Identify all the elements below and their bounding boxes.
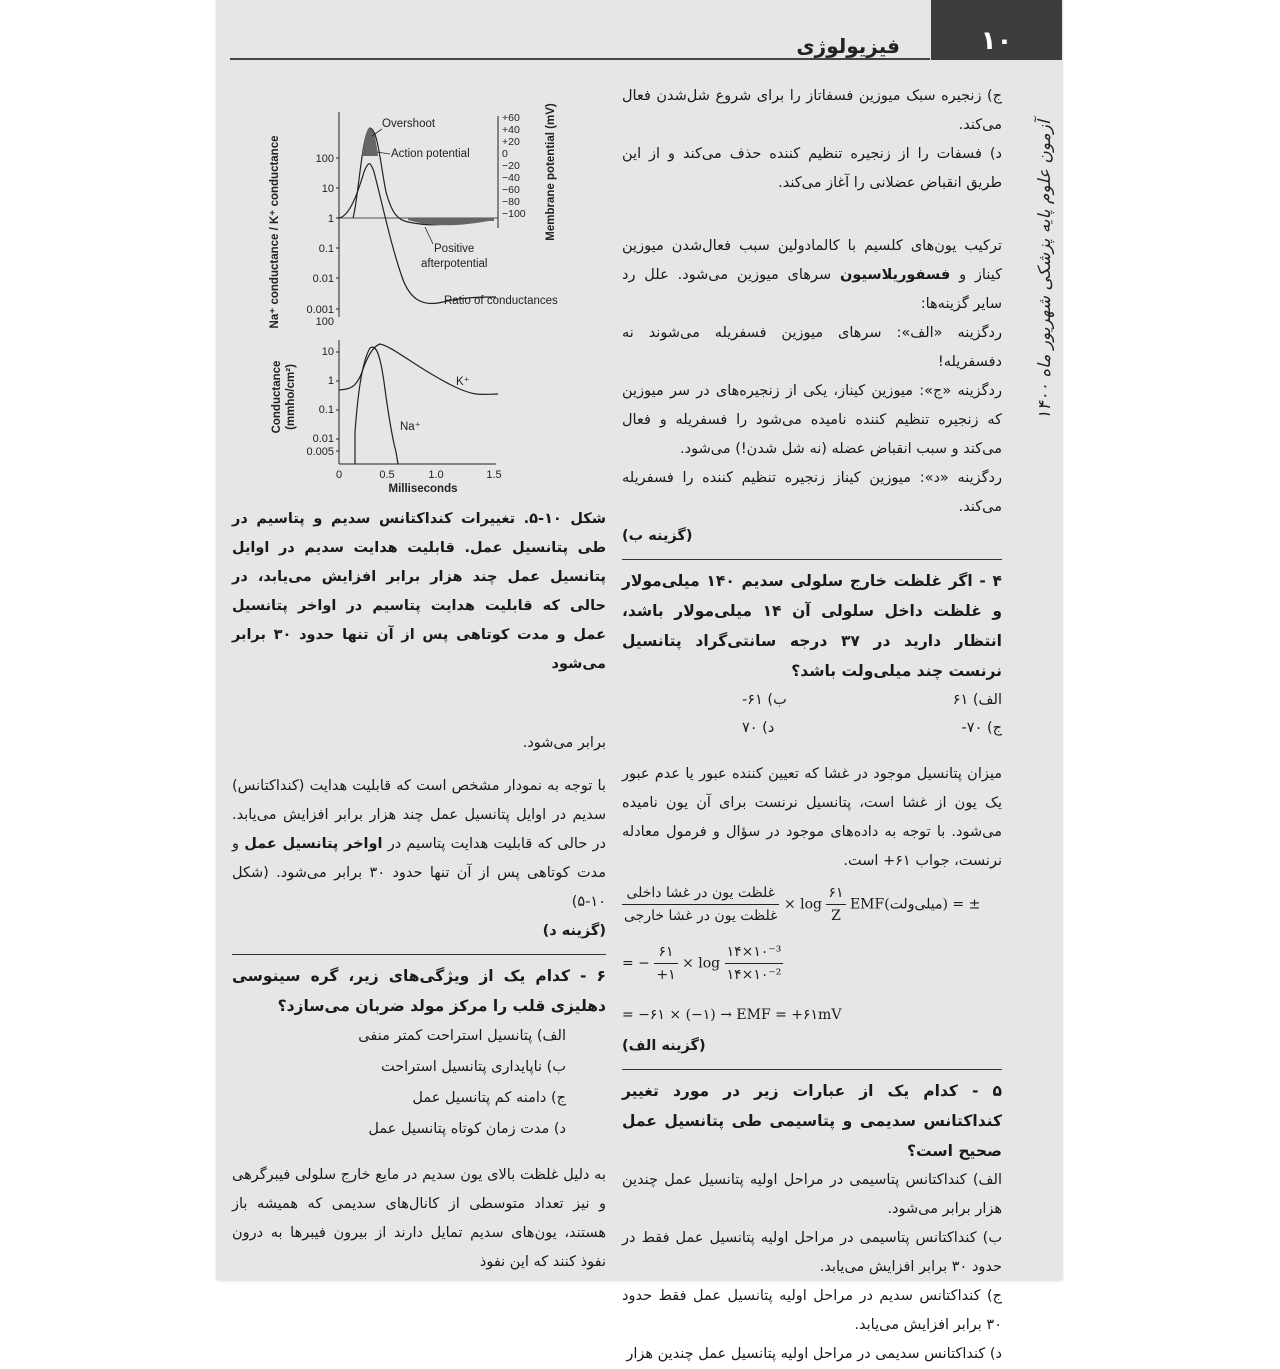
- x-axis-label: Milliseconds: [388, 483, 458, 494]
- top-tick: 100: [315, 153, 334, 165]
- top-tick: 0.01: [312, 273, 334, 285]
- q6-option-d: د) مدت زمان کوتاه پتانسیل عمل: [368, 1121, 566, 1137]
- page-number: ١٠: [931, 0, 1062, 60]
- na-conductance-curve: [355, 347, 398, 464]
- membrane-tick: +60: [502, 112, 520, 124]
- overshoot-shading: [362, 128, 378, 156]
- q3-explanation: ترکیب یون‌های کلسیم با کالمادولین سبب فعال‌شدن میوزین کیناز و فسفوریلاسیون سرهای میوزین می‌شود. علل رد سایر گزینه‌ها:: [622, 238, 1003, 312]
- q4-option-d: د) ۷۰: [742, 720, 775, 736]
- membrane-axis-label: Membrane potential (mV): [545, 103, 557, 241]
- x-ticks: [336, 469, 502, 481]
- membrane-tick: −80: [502, 196, 520, 208]
- bottom-panel-ylabel-1: Conductance: [271, 360, 283, 434]
- bottom-y-ticks: [306, 316, 334, 458]
- membrane-tick: −40: [502, 172, 520, 184]
- q5-option-c: ج) کنداکتانس سدیم در مراحل اولیه پتانسیل عمل فقط حدود ۳۰ برابر افزایش می‌یابد.: [622, 1288, 1002, 1333]
- side-title-text: آزمون علوم پایه پزشکی شهریور ماه ۱۴۰۰: [1035, 120, 1055, 420]
- bottom-tick: 10: [321, 346, 334, 358]
- nernst-equation-2: = − $\frac{۶۱}{+۱}$ × log $\frac{\text{۱۴×۱۰⁻³}}{\text{۱۴×۱۰⁻²}}$: [622, 941, 1002, 986]
- q6-option-b: ب) ناپایداری پتانسیل استراحت: [380, 1059, 566, 1075]
- top-tick: 0.1: [318, 243, 334, 255]
- x-tick: 0.5: [379, 469, 395, 481]
- q5-continuation: برابر می‌شود.: [522, 735, 606, 751]
- figure-caption: شکل ۱۰-۵. تغییرات کنداکتانس سدیم و پتاسیم در طی پتانسیل عمل. قابلیت هدایت سدیم در اوایل پتانسیل عمل چند هزار برابر افزایش می‌یابد، در حالی که قابلیت هدایت پتاسیم در اواخر پتانسیل عمل و مدت کوتاهی پس از آن تنها حدود ۳۰ برابر می‌شود: [232, 511, 606, 672]
- x-tick: 1.0: [428, 469, 444, 481]
- x-tick: 0: [335, 469, 343, 481]
- question-divider: [622, 1069, 1002, 1070]
- header-rule: [230, 58, 930, 60]
- membrane-tick: −60: [502, 184, 520, 196]
- label-na: Na⁺: [400, 421, 421, 433]
- q4-question: ۴ - اگر غلظت خارج سلولی سدیم ۱۴۰ میلی‌مولار و غلظت داخل سلولی آن ۱۴ میلی‌مولار باشد، انتظار دارید در ۳۷ درجه سانتی‌گراد پتانسیل نرنست چند میلی‌ولت باشد؟: [622, 572, 1002, 680]
- membrane-tick: −20: [502, 160, 520, 172]
- question-divider: [232, 954, 606, 955]
- q4-explanation: میزان پتانسیل موجود در غشا که تعیین کننده عبور یا عدم عبور یک یون از غشا است، پتانسیل نرنست برای آن یون نامیده می‌شود. با توجه به داده‌های موجود در سؤال و فرمول معادله نرنست، جواب ۶۱+ است.: [622, 766, 1002, 869]
- bottom-panel-ylabel-2: (mmho/cm²): [285, 364, 297, 430]
- question-divider: [622, 559, 1002, 560]
- q5-option-d: د) کنداکتانس سدیمی در مراحل اولیه پتانسیل عمل چندین هزار: [626, 1346, 1002, 1362]
- q4-option-c: ج) ۷۰-: [961, 720, 1002, 736]
- q5-option-b: ب) کنداکتانس پتاسیمی در مراحل اولیه پتانسیل عمل فقط در حدود ۳۰ برابر افزایش می‌یابد.: [622, 1230, 1002, 1275]
- bottom-tick: 100: [315, 316, 334, 328]
- membrane-tick: 0: [502, 148, 508, 160]
- top-y-ticks: [306, 153, 334, 316]
- membrane-tick: +20: [502, 136, 520, 148]
- label-positive: Positive: [434, 243, 475, 255]
- nernst-equation-1: $\frac{\text{غلظت یون در غشا داخلی}}{\text{غلظت یون در غشا خارجی}}$ × log $\frac{۶۱}{Z}$ EMF(میلی‌ولت) = ±: [622, 882, 1002, 927]
- q4-answer: (گزینه الف): [622, 1038, 706, 1054]
- label-action-potential: Action potential: [391, 148, 470, 160]
- nernst-equation-3: = −۶۱ × (−۱) → EMF = +۶۱mV: [622, 1007, 842, 1023]
- x-tick: 1.5: [486, 469, 502, 481]
- q6-options: [232, 1021, 606, 1145]
- q3-option-c: ج) زنجیره سبک میوزین فسفاتاز را برای شروع شل‌شدن فعال می‌کند.: [622, 88, 1002, 133]
- bottom-tick: 1: [327, 375, 334, 387]
- q5-option-a: الف) کنداکتانس پتاسیمی در مراحل اولیه پتانسیل عمل چندین هزار برابر می‌شود.: [622, 1172, 1002, 1217]
- q4-option-a: الف) ۶۱: [952, 692, 1002, 708]
- label-k: K⁺: [456, 376, 470, 388]
- q6-option-a: الف) پتانسیل استراحت کمتر منفی: [358, 1028, 566, 1044]
- running-title: فیزیولوژی: [796, 34, 900, 58]
- q6-option-c: ج) دامنه کم پتانسیل عمل: [412, 1090, 566, 1106]
- left-column: [232, 505, 606, 1277]
- bottom-tick: 0.1: [318, 404, 334, 416]
- membrane-tick: −100: [502, 208, 526, 220]
- bottom-tick: 0.01: [312, 433, 334, 445]
- membrane-tick: +40: [502, 124, 520, 136]
- q6-question: ۶ - کدام یک از ویژگی‌های زیر، گره سینوسی دهلیزی قلب را مرکز مولد ضربان می‌سازد؟: [232, 967, 606, 1015]
- right-column: [622, 82, 1002, 1369]
- q5-explanation: با توجه به نمودار مشخص است که قابلیت هدایت (کنداکتانس) سدیم در اوایل پتانسیل عمل چند هزار برابر افزایش می‌یابد. در حالی که قابلیت هدایت پتاسیم در اواخر پتانسیل عمل و مدت کوتاهی پس از آن تنها حدود ۳۰ برابر می‌شود. (شکل ۱۰-۵): [232, 778, 607, 910]
- label-afterpotential: afterpotential: [421, 258, 488, 270]
- q4-option-b: ب) ۶۱-: [742, 692, 787, 708]
- q5-question: ۵ - کدام یک از عبارات زیر در مورد تغییر کنداکتانس سدیمی و پتاسیمی طی پتانسیل عمل صحیح است؟: [622, 1082, 1002, 1160]
- q3-reject-a: ردگزینه «الف»: سرهای میوزین فسفریله می‌شوند نه دفسفریله!: [622, 325, 1002, 370]
- q3-option-d: د) فسفات را از زنجیره تنظیم کننده حذف می‌کند و از این طریق انقباض عضلانی را آغاز می‌کند.: [622, 146, 1002, 191]
- top-tick: 0.001: [306, 304, 334, 316]
- q3-answer: (گزینه ب): [622, 528, 693, 544]
- top-tick: 10: [321, 183, 334, 195]
- q3-reject-d: ردگزینه «د»: میوزین کیناز زنجیره تنظیم کننده را فسفریله می‌کند.: [622, 470, 1002, 515]
- top-tick: 1: [327, 213, 334, 225]
- side-title: [1030, 75, 1060, 465]
- top-panel-ylabel: Na⁺ conductance / K⁺ conductance: [269, 135, 281, 329]
- bottom-tick: 0.005: [306, 446, 334, 458]
- membrane-ticks: [502, 112, 526, 220]
- label-overshoot: Overshoot: [382, 118, 436, 130]
- q6-explanation: به دلیل غلظت بالای یون سدیم در مایع خارج سلولی فیبرگرهی و نیز تعداد متوسطی از کانال‌های سدیمی که همیشه باز هستند، یون‌های سدیم تمایل دارند از بیرون فیبرها به درون نفوذ کنند که این نفوذ: [232, 1167, 606, 1270]
- label-ratio: Ratio of conductances: [444, 295, 558, 307]
- ratio-curve: [339, 164, 496, 304]
- q5-answer: (گزینه د): [542, 923, 606, 939]
- q3-reject-c: ردگزینه «ج»: میوزین کیناز، یکی از زنجیره‌های در سر میوزین که زنجیره تنظیم کننده نامیده می‌شود را فسفریله و فعال می‌کند و سبب انقباض عضله (نه شل شدن!) می‌شود.: [622, 383, 1002, 457]
- q4-options-row2: [742, 714, 1002, 742]
- conductance-figure: [258, 92, 578, 494]
- q4-options-row1: [742, 686, 1002, 714]
